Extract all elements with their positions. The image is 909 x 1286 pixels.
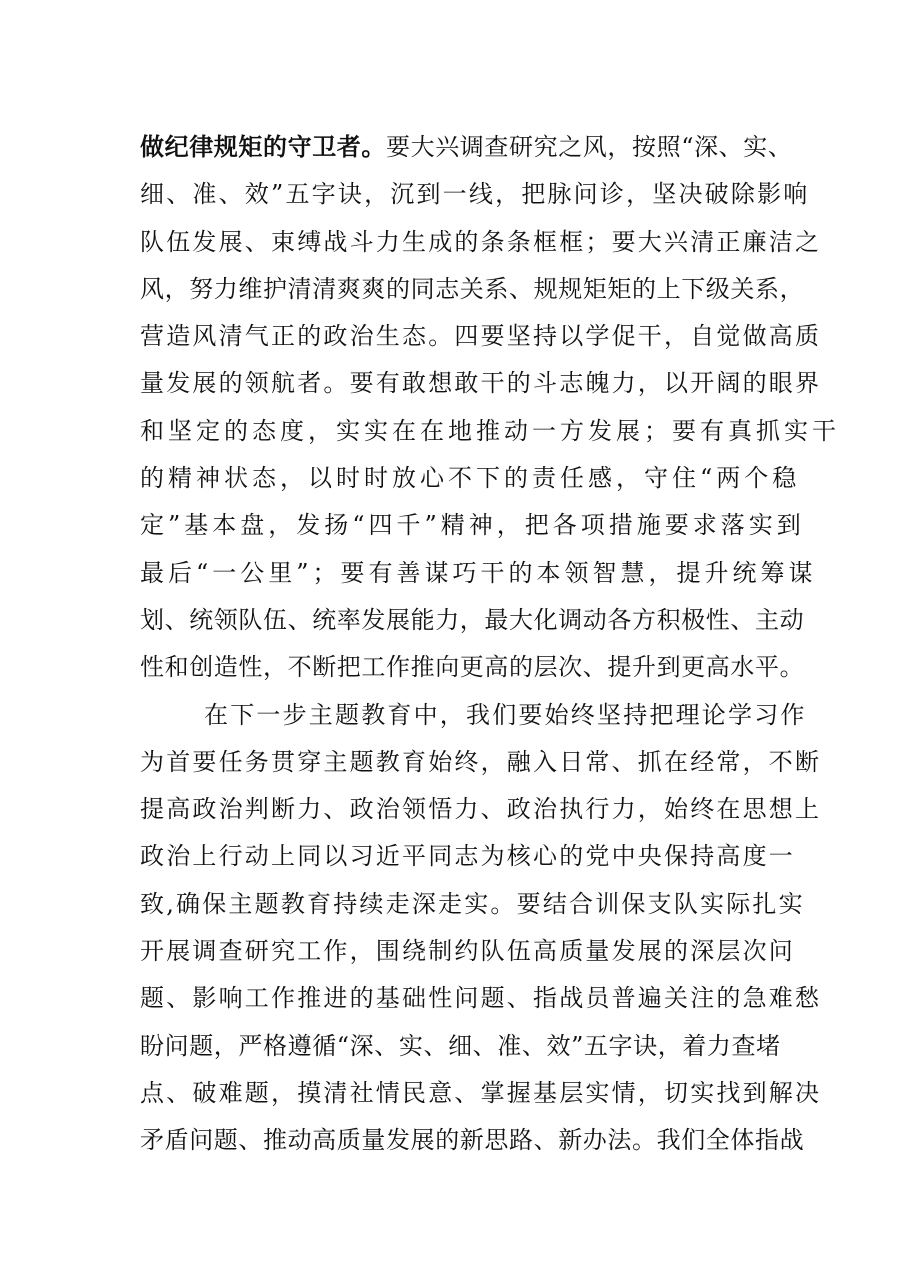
text-line: 细、准、效”五字诀，沉到一线，把脉问诊，坚决破除影响 [140, 180, 810, 209]
text-line: 的精神状态，以时时放心不下的责任感，守住“两个稳 [140, 464, 801, 493]
text-line: 点、破难题，摸清社情民意、掌握基层实情，切实找到解决 [140, 1078, 822, 1107]
text-line: 定”基本盘，发扬“四千”精神，把各项措施要求落实到 [140, 511, 805, 540]
text-line: 致,确保主题教育持续走深走实。要结合训保支队实际扎实 [140, 889, 805, 918]
text-line: 量发展的领航者。要有敢想敢干的斗志魄力，以开阔的眼界 [140, 369, 822, 398]
text-line: 性和创造性，不断把工作推向更高的层次、提升到更高水平。 [140, 653, 805, 682]
text-line: 风，努力维护清清爽爽的同志关系、规规矩矩的上下级关系， [140, 274, 805, 303]
document-body [140, 124, 840, 1165]
text-line: 盼问题，严格遵循“深、实、细、准、效”五字诀，着力查堵 [140, 1031, 781, 1060]
bold-heading: 做纪律规矩的守卫者。 [140, 133, 386, 161]
text-line [140, 124, 793, 171]
text-line: 最后“一公里”；要有善谋巧干的本领智慧，提升统筹谋 [140, 558, 817, 587]
text-line: 题、影响工作推进的基础性问题、指战员普遍关注的急难愁 [140, 984, 822, 1013]
text-line: 提高政治判断力、政治领悟力、政治执行力，始终在思想上 [140, 795, 822, 824]
text-line: 开展调查研究工作，围绕制约队伍高质量发展的深层次问 [140, 937, 795, 966]
text-line: 政治上行动上同以习近平同志为核心的党中央保持高度一 [140, 842, 795, 871]
text-line: 和坚定的态度，实实在在地推动一方发展；要有真抓实干 [140, 416, 840, 445]
line-text: 要大兴调查研究之风，按照“深、实、 [386, 133, 793, 161]
text-line: 在下一步主题教育中，我们要始终坚持把理论学习作 [204, 700, 807, 729]
text-line: 矛盾问题、推动高质量发展的新思路、新办法。我们全体指战 [140, 1126, 805, 1155]
text-line: 营造风清气正的政治生态。四要坚持以学促干，自觉做高质 [140, 322, 822, 351]
text-line: 划、统领队伍、统率发展能力，最大化调动各方积极性、主动 [140, 605, 805, 634]
text-line: 队伍发展、束缚战斗力生成的条条框框；要大兴清正廉洁之 [140, 227, 822, 256]
text-line: 为首要任务贯穿主题教育始终，融入日常、抓在经常，不断 [140, 747, 822, 776]
